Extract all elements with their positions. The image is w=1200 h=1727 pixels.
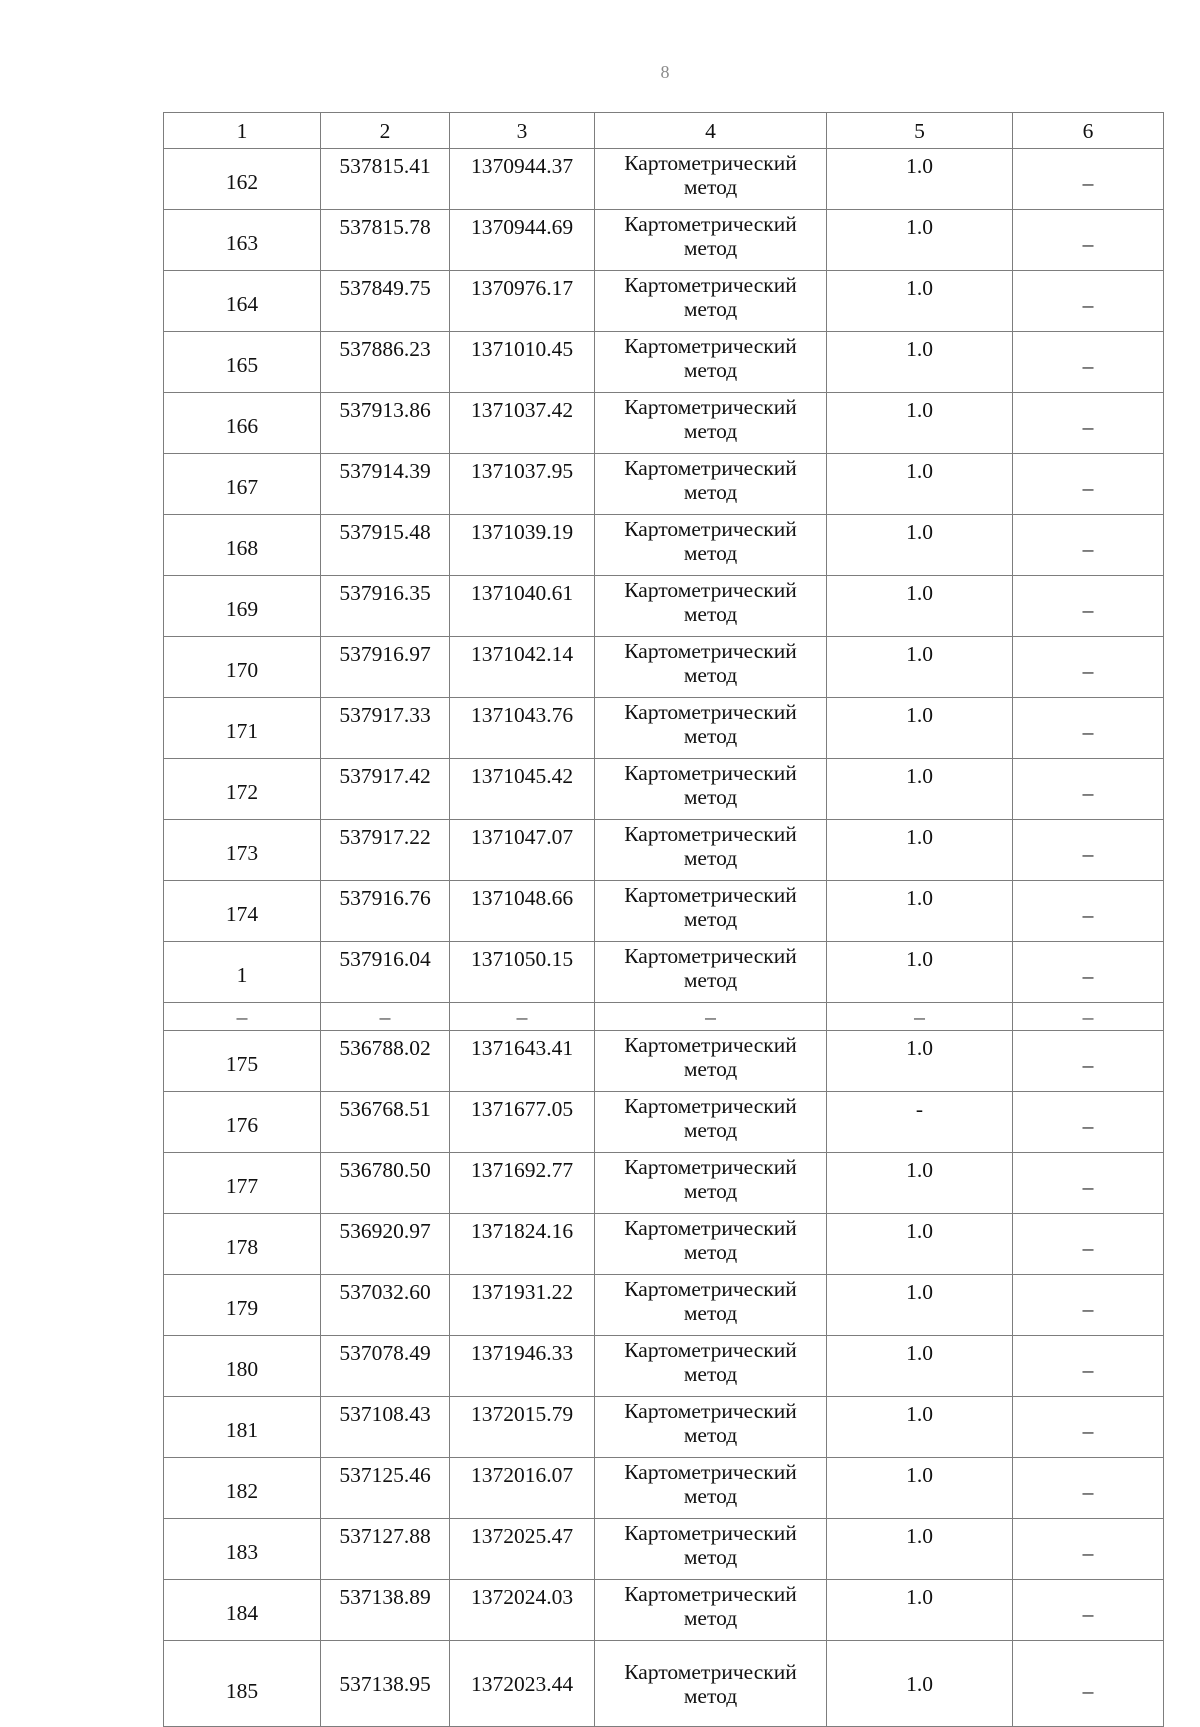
method-line-1: Картометрический [624, 395, 797, 419]
coord-y: 1371050.15 [450, 942, 595, 1003]
coord-x: 537815.78 [321, 210, 450, 271]
method-cell [595, 210, 827, 271]
point-number: 185 [164, 1641, 321, 1727]
accuracy: 1.0 [827, 759, 1013, 820]
point-description: – [1013, 271, 1164, 332]
method-cell [595, 1031, 827, 1092]
point-number: 170 [164, 637, 321, 698]
method-line-2: метод [683, 1423, 738, 1447]
point-description: – [1013, 515, 1164, 576]
coord-x: 536788.02 [321, 1031, 450, 1092]
method-line-1: Картометрический [624, 212, 797, 236]
method-cell [595, 149, 827, 210]
coord-x: 536920.97 [321, 1214, 450, 1275]
method-line-2: метод [683, 602, 738, 626]
point-number: 168 [164, 515, 321, 576]
coord-x: 537032.60 [321, 1275, 450, 1336]
method-cell [595, 698, 827, 759]
method-cell [595, 1336, 827, 1397]
method-cell [595, 454, 827, 515]
method-line-1: Картометрический [624, 1155, 797, 1179]
method-line-1: Картометрический [624, 1033, 797, 1057]
table-row [164, 1275, 1164, 1336]
coord-x: 536780.50 [321, 1153, 450, 1214]
accuracy: 1.0 [827, 1641, 1013, 1727]
coord-y: 1370944.37 [450, 149, 595, 210]
method-line-1: Картометрический [624, 639, 797, 663]
point-number: 162 [164, 149, 321, 210]
coord-y: 1372015.79 [450, 1397, 595, 1458]
method-cell [595, 1458, 827, 1519]
method-line-1: Картометрический [624, 1460, 797, 1484]
coord-x: 537916.76 [321, 881, 450, 942]
coord-y: 1372024.03 [450, 1580, 595, 1641]
coord-y: 1371037.42 [450, 393, 595, 454]
coord-y: 1370944.69 [450, 210, 595, 271]
point-description: – [1013, 576, 1164, 637]
coord-x: 537078.49 [321, 1336, 450, 1397]
method-line-1: Картометрический [624, 578, 797, 602]
accuracy: 1.0 [827, 576, 1013, 637]
point-number: 163 [164, 210, 321, 271]
accuracy: 1.0 [827, 820, 1013, 881]
method-line-2: метод [683, 846, 738, 870]
method-line-1: Картометрический [624, 1216, 797, 1240]
method-line-2: метод [683, 236, 738, 260]
coord-x: 537849.75 [321, 271, 450, 332]
method-line-2: метод [683, 968, 738, 992]
method-line-1: Картометрический [624, 334, 797, 358]
accuracy: 1.0 [827, 1397, 1013, 1458]
point-description: – [1013, 820, 1164, 881]
point-description: – [1013, 393, 1164, 454]
method-line-1: Картометрический [624, 273, 797, 297]
coord-y: 1371042.14 [450, 637, 595, 698]
table-row [164, 393, 1164, 454]
table-header-row [164, 113, 1164, 149]
coord-y: 1371039.19 [450, 515, 595, 576]
point-description: – [1013, 1397, 1164, 1458]
accuracy: 1.0 [827, 881, 1013, 942]
point-description: – [1013, 1336, 1164, 1397]
coord-x: 537914.39 [321, 454, 450, 515]
coord-x: 537108.43 [321, 1397, 450, 1458]
table-row [164, 1458, 1164, 1519]
accuracy: 1.0 [827, 698, 1013, 759]
method-cell [595, 393, 827, 454]
method-cell [595, 332, 827, 393]
column-header: 2 [321, 113, 450, 149]
column-header: 1 [164, 113, 321, 149]
coord-x: 537886.23 [321, 332, 450, 393]
table-row [164, 637, 1164, 698]
method-line-2: метод [683, 541, 738, 565]
point-number: 178 [164, 1214, 321, 1275]
coord-y: 1371692.77 [450, 1153, 595, 1214]
table-row [164, 332, 1164, 393]
method-line-1: Картометрический [624, 1094, 797, 1118]
coord-y: 1372016.07 [450, 1458, 595, 1519]
column-header: 4 [595, 113, 827, 149]
separator-dash: – [164, 1003, 321, 1031]
point-number: 169 [164, 576, 321, 637]
accuracy: 1.0 [827, 1580, 1013, 1641]
accuracy: 1.0 [827, 637, 1013, 698]
accuracy: 1.0 [827, 1519, 1013, 1580]
method-line-1: Картометрический [624, 822, 797, 846]
point-number: 165 [164, 332, 321, 393]
method-cell [595, 1153, 827, 1214]
method-cell [595, 1397, 827, 1458]
coord-y: 1372025.47 [450, 1519, 595, 1580]
accuracy: 1.0 [827, 454, 1013, 515]
point-description: – [1013, 1153, 1164, 1214]
accuracy: 1.0 [827, 515, 1013, 576]
method-cell [595, 576, 827, 637]
point-number: 1 [164, 942, 321, 1003]
point-description: – [1013, 1641, 1164, 1727]
page-number: 8 [660, 62, 670, 82]
point-description: – [1013, 1214, 1164, 1275]
method-cell [595, 1214, 827, 1275]
coord-y: 1371043.76 [450, 698, 595, 759]
point-number: 181 [164, 1397, 321, 1458]
coord-x: 537917.33 [321, 698, 450, 759]
accuracy: 1.0 [827, 1458, 1013, 1519]
method-line-1: Картометрический [624, 517, 797, 541]
coord-x: 537916.04 [321, 942, 450, 1003]
accuracy: 1.0 [827, 1336, 1013, 1397]
coord-x: 536768.51 [321, 1092, 450, 1153]
point-description: – [1013, 1580, 1164, 1641]
method-line-2: метод [683, 1301, 738, 1325]
method-cell [595, 1092, 827, 1153]
coord-y: 1371931.22 [450, 1275, 595, 1336]
method-line-1: Картометрический [624, 1338, 797, 1362]
coordinates-table [163, 112, 1164, 1727]
point-description: – [1013, 210, 1164, 271]
table-row [164, 698, 1164, 759]
column-header: 5 [827, 113, 1013, 149]
accuracy: 1.0 [827, 149, 1013, 210]
method-line-2: метод [683, 785, 738, 809]
table-row [164, 454, 1164, 515]
point-description: – [1013, 332, 1164, 393]
method-line-1: Картометрический [624, 151, 797, 175]
method-line-1: Картометрический [624, 1582, 797, 1606]
point-number: 175 [164, 1031, 321, 1092]
method-line-2: метод [683, 358, 738, 382]
point-description: – [1013, 881, 1164, 942]
method-line-2: метод [683, 1179, 738, 1203]
point-description: – [1013, 698, 1164, 759]
coord-y: 1370976.17 [450, 271, 595, 332]
point-number: 173 [164, 820, 321, 881]
table-row [164, 515, 1164, 576]
coord-x: 537815.41 [321, 149, 450, 210]
point-number: 184 [164, 1580, 321, 1641]
separator-dash: – [595, 1003, 827, 1031]
method-cell [595, 1519, 827, 1580]
method-line-2: метод [683, 1057, 738, 1081]
point-description: – [1013, 637, 1164, 698]
point-description: – [1013, 1519, 1164, 1580]
method-line-2: метод [683, 1484, 738, 1508]
method-line-2: метод [683, 1118, 738, 1142]
coord-y: 1371010.45 [450, 332, 595, 393]
separator-dash: – [827, 1003, 1013, 1031]
coord-y: 1371045.42 [450, 759, 595, 820]
method-line-1: Картометрический [624, 761, 797, 785]
table-row [164, 1031, 1164, 1092]
point-number: 166 [164, 393, 321, 454]
method-line-2: метод [683, 907, 738, 931]
coord-x: 537913.86 [321, 393, 450, 454]
point-number: 172 [164, 759, 321, 820]
coord-x: 537138.95 [321, 1641, 450, 1727]
method-cell [595, 1580, 827, 1641]
table-row [164, 271, 1164, 332]
method-line-1: Картометрический [624, 1659, 797, 1684]
method-cell [595, 515, 827, 576]
accuracy: 1.0 [827, 1275, 1013, 1336]
table-row [164, 1397, 1164, 1458]
coord-y: 1371946.33 [450, 1336, 595, 1397]
method-cell [595, 759, 827, 820]
method-line-1: Картометрический [624, 1399, 797, 1423]
table-row [164, 942, 1164, 1003]
accuracy: 1.0 [827, 1031, 1013, 1092]
point-number: 171 [164, 698, 321, 759]
method-cell [595, 1641, 827, 1727]
separator-dash: – [321, 1003, 450, 1031]
table-row [164, 881, 1164, 942]
table-row [164, 149, 1164, 210]
coord-y: 1371037.95 [450, 454, 595, 515]
accuracy: 1.0 [827, 393, 1013, 454]
method-line-2: метод [683, 297, 738, 321]
point-number: 179 [164, 1275, 321, 1336]
point-number: 174 [164, 881, 321, 942]
method-line-1: Картометрический [624, 883, 797, 907]
point-number: 176 [164, 1092, 321, 1153]
point-number: 167 [164, 454, 321, 515]
point-number: 180 [164, 1336, 321, 1397]
coord-y: 1371048.66 [450, 881, 595, 942]
method-line-2: метод [683, 419, 738, 443]
table-row [164, 1153, 1164, 1214]
method-line-2: метод [683, 663, 738, 687]
coord-x: 537127.88 [321, 1519, 450, 1580]
separator-row [164, 1003, 1164, 1031]
method-line-2: метод [683, 175, 738, 199]
point-description: – [1013, 942, 1164, 1003]
coord-y: 1371047.07 [450, 820, 595, 881]
method-line-1: Картометрический [624, 700, 797, 724]
coord-y: 1371643.41 [450, 1031, 595, 1092]
column-header: 3 [450, 113, 595, 149]
method-line-1: Картометрический [624, 1521, 797, 1545]
point-description: – [1013, 149, 1164, 210]
coord-x: 537916.97 [321, 637, 450, 698]
point-description: – [1013, 454, 1164, 515]
method-line-2: метод [683, 724, 738, 748]
coord-y: 1371824.16 [450, 1214, 595, 1275]
point-number: 164 [164, 271, 321, 332]
method-line-2: метод [683, 1606, 738, 1630]
method-cell [595, 820, 827, 881]
table-row [164, 210, 1164, 271]
coord-x: 537138.89 [321, 1580, 450, 1641]
separator-dash: – [1013, 1003, 1164, 1031]
accuracy: 1.0 [827, 210, 1013, 271]
accuracy: 1.0 [827, 1153, 1013, 1214]
method-line-2: метод [683, 1545, 738, 1569]
coord-x: 537917.22 [321, 820, 450, 881]
coord-x: 537125.46 [321, 1458, 450, 1519]
point-description: – [1013, 1031, 1164, 1092]
table-row [164, 1641, 1164, 1727]
method-cell [595, 271, 827, 332]
method-line-2: метод [683, 1683, 738, 1708]
accuracy: 1.0 [827, 942, 1013, 1003]
table-row [164, 1214, 1164, 1275]
coord-y: 1372023.44 [450, 1641, 595, 1727]
coord-y: 1371040.61 [450, 576, 595, 637]
method-line-1: Картометрический [624, 456, 797, 480]
point-description: – [1013, 1458, 1164, 1519]
accuracy: 1.0 [827, 332, 1013, 393]
method-cell [595, 637, 827, 698]
method-cell [595, 881, 827, 942]
coord-x: 537916.35 [321, 576, 450, 637]
table-row [164, 576, 1164, 637]
table-row [164, 1580, 1164, 1641]
method-line-2: метод [683, 480, 738, 504]
method-line-1: Картометрический [624, 1277, 797, 1301]
table-row [164, 1336, 1164, 1397]
separator-dash: – [450, 1003, 595, 1031]
point-number: 183 [164, 1519, 321, 1580]
method-line-2: метод [683, 1362, 738, 1386]
method-line-2: метод [683, 1240, 738, 1264]
point-description: – [1013, 1092, 1164, 1153]
coord-y: 1371677.05 [450, 1092, 595, 1153]
accuracy: 1.0 [827, 271, 1013, 332]
accuracy: 1.0 [827, 1214, 1013, 1275]
method-line-1: Картометрический [624, 944, 797, 968]
table-row [164, 1519, 1164, 1580]
table-row [164, 820, 1164, 881]
point-description: – [1013, 759, 1164, 820]
accuracy: - [827, 1092, 1013, 1153]
table-row [164, 1092, 1164, 1153]
point-number: 182 [164, 1458, 321, 1519]
column-header: 6 [1013, 113, 1164, 149]
coord-x: 537915.48 [321, 515, 450, 576]
method-cell [595, 1275, 827, 1336]
coord-x: 537917.42 [321, 759, 450, 820]
method-cell [595, 942, 827, 1003]
point-description: – [1013, 1275, 1164, 1336]
point-number: 177 [164, 1153, 321, 1214]
table-row [164, 759, 1164, 820]
